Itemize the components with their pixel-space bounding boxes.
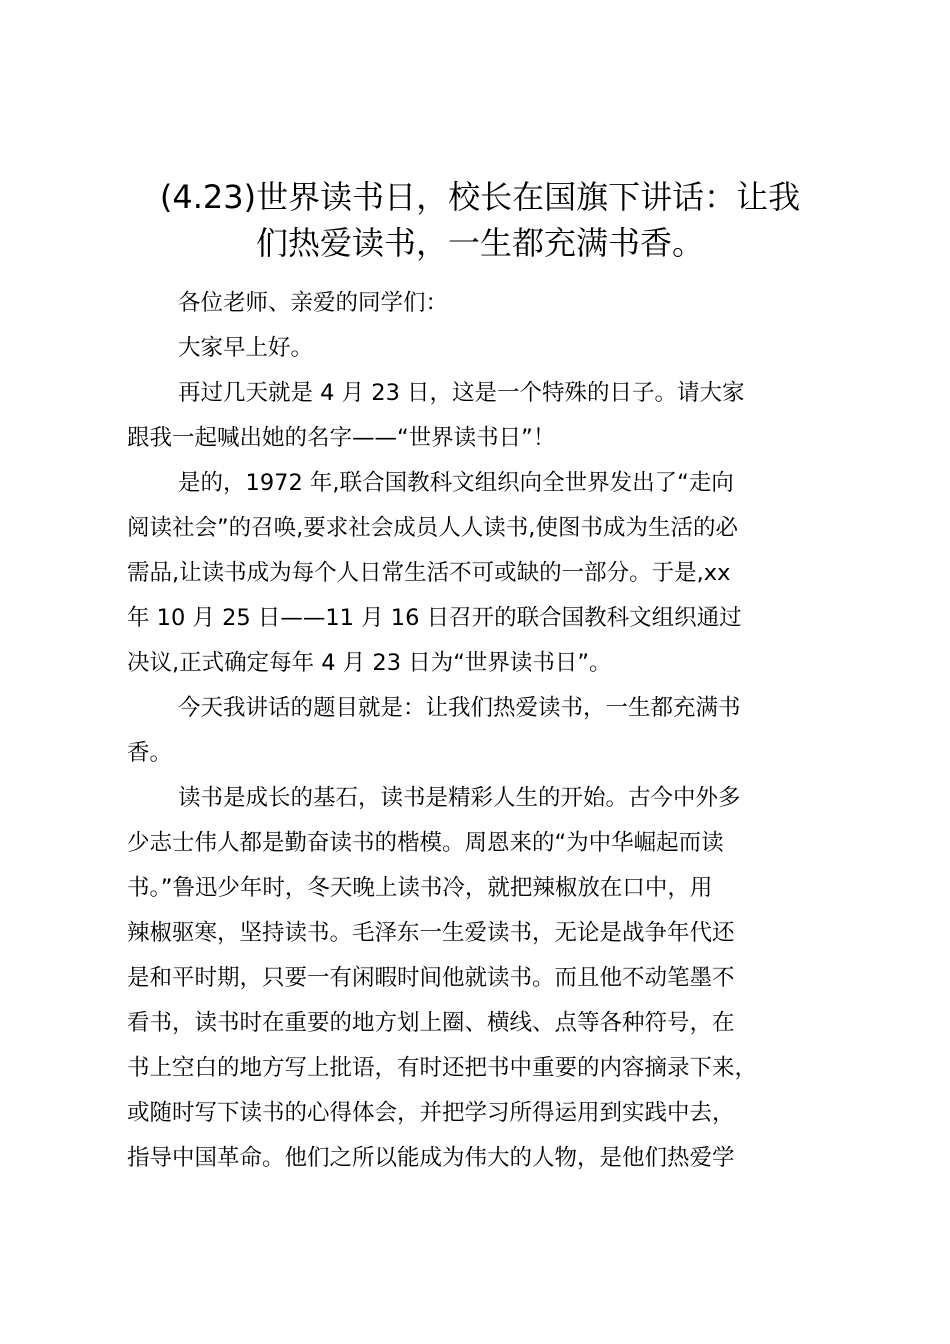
page-title — [100, 174, 860, 266]
body-text — [127, 281, 837, 1181]
text-line: 书。”鲁迅少年时，冬天晚上读书冷，就把辣椒放在口中，用 — [127, 875, 713, 901]
text-line: 或随时写下读书的心得体会，并把学习所得运用到实践中去， — [127, 1100, 735, 1126]
text-line: 年 10 月 25 日——11 月 16 日召开的联合国教科文组织通过 — [127, 605, 742, 631]
text-line: 指导中国革命。他们之所以能成为伟大的人物，是他们热爱学 — [127, 1145, 735, 1171]
greeting: 大家早上好。 — [178, 335, 314, 361]
text-line: 今天我讲话的题目就是：让我们热爱读书，一生都充满书 — [178, 695, 741, 721]
salutation: 各位老师、亲爱的同学们： — [178, 290, 449, 316]
text-line: 读书是成长的基石，读书是精彩人生的开始。古今中外多 — [178, 785, 741, 811]
text-line: 再过几天就是 4 月 23 日，这是一个特殊的日子。请大家 — [178, 380, 745, 406]
text-line: 跟我一起喊出她的名字——“世界读书日”！ — [127, 425, 556, 451]
title-line: 们热爱读书，一生都充满书香。 — [255, 224, 704, 262]
text-line: 是和平时期，只要一有闲暇时间他就读书。而且他不动笔墨不 — [127, 965, 735, 991]
text-line: 看书，读书时在重要的地方划上圈、横线、点等各种符号，在 — [127, 1010, 735, 1036]
text-line: 决议,正式确定每年 4 月 23 日为“世界读书日”。 — [127, 650, 612, 676]
text-line: 书上空白的地方写上批语，有时还把书中重要的内容摘录下来， — [127, 1055, 758, 1081]
text-line: 少志士伟人都是勤奋读书的楷模。周恩来的“为中华崛起而读 — [127, 830, 724, 856]
title-line: (4.23)世界读书日，校长在国旗下讲话：让我 — [159, 178, 801, 216]
text-line: 需品,让读书成为每个人日常生活不可或缺的一部分。于是,xx — [127, 560, 731, 586]
text-line: 是的，1972 年,联合国教科文组织向全世界发出了“走向 — [178, 470, 734, 496]
text-line: 阅读社会”的召唤,要求社会成员人人读书,使图书成为生活的必 — [127, 515, 738, 541]
text-line: 辣椒驱寒，坚持读书。毛泽东一生爱读书，无论是战争年代还 — [127, 920, 735, 946]
text-line: 香。 — [127, 740, 173, 766]
